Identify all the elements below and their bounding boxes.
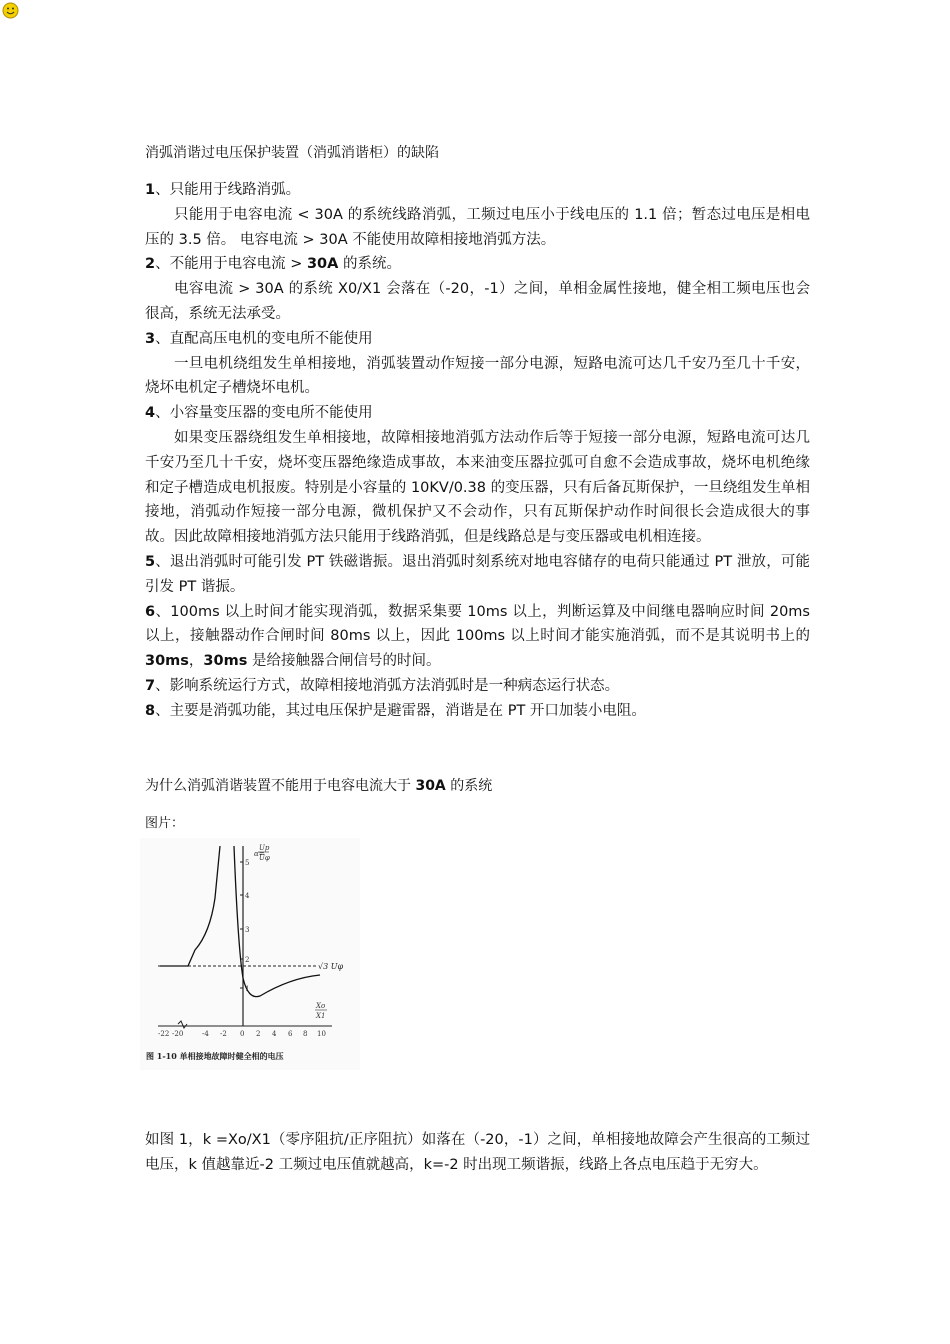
y-label-bottom: Uφ [259,854,270,862]
sqrt3-label: √3 Uφ [318,962,344,971]
smiley-icon [2,2,19,19]
y-tick-2: 2 [245,956,250,964]
voltage-figure [140,838,360,1070]
y-tick-1: 1 [245,985,250,993]
x-tick-neg4: -4 [202,1030,209,1038]
x-tick-4: 4 [272,1030,277,1038]
x-tick-neg20: -20 [172,1030,184,1038]
item-4-heading: 4、小容量变压器的变电所不能使用 [145,405,373,422]
y-tick-4: 4 [245,892,250,900]
y-tick-3: 3 [245,926,250,934]
x-tick-0: 0 [240,1030,245,1038]
item-5: 5、退出消弧时可能引发 PT 铁磁谐振。退出消弧时刻系统对地电容储存的电荷只能通过 PT 泄放，可能引发 PT 谐振。 [145,553,810,595]
document-title: 消弧消谐过电压保护装置（消弧消谐柜）的缺陷 [145,145,439,161]
explanation-paragraph: 如图 1，k =Xo/X1（零序阻抗/正序阻抗）如落在（-20，-1）之间，单相接地故障会产生很高的工频过电压，k 值越靠近-2 工频过电压值就越高，k=-2 时出现工频谐振，线路上各点电压趋于无穷大。 [145,1132,810,1173]
figure-caption: 图 1-10 单相接地故障时健全相的电压 [146,1051,284,1061]
y-tick-5: 5 [245,859,250,867]
x-label-top: Xo [316,1002,326,1010]
x-tick-8: 8 [303,1030,308,1038]
item-6: 6、100ms 以上时间才能实现消弧，数据采集要 10ms 以上，判断运算及中间继电器响应时间 20ms 以上，接触器动作合闸时间 80ms 以上，因此 100ms 以上时间才能实施消弧，而不是其说明书上的 30ms，30ms 是给接触器合闸信号的时间。 [145,603,810,670]
x-tick-2: 2 [256,1030,261,1038]
item-1-body: 只能用于电容电流 < 30A 的系统线路消弧，工频过电压小于线电压的 1.1 倍；暂态过电压是相电压的 3.5 倍。 电容电流 > 30A 不能使用故障相接地消弧方法。 [145,206,810,248]
defects-list [145,178,810,724]
x-tick-neg2: -2 [220,1030,227,1038]
alpha-label: α= [254,850,265,858]
y-label-top: Up [259,844,270,852]
question-heading: 为什么消弧消谐装置不能用于电容电流大于 30A 的系统 [145,778,493,794]
item-2-body: 电容电流 > 30A 的系统 X0/X1 会落在（-20，-1）之间，单相金属性接地，健全相工频电压也会很高，系统无法承受。 [145,281,810,322]
item-7: 7、影响系统运行方式，故障相接地消弧方法消弧时是一种病态运行状态。 [145,677,620,694]
x-tick-neg22: -22 [158,1030,170,1038]
image-label: 图片： [145,816,185,831]
item-3-body: 一旦电机绕组发生单相接地，消弧装置动作短接一部分电源，短路电流可达几千安乃至几十千安，烧坏电机定子槽烧坏电机。 [145,355,810,397]
item-8: 8、主要是消弧功能，其过电压保护是避雷器，消谐是在 PT 开口加装小电阻。 [145,702,646,719]
x-tick-10: 10 [317,1030,326,1038]
item-1-heading: 1、只能用于线路消弧。 [145,182,301,198]
x-label-bottom: X1 [316,1012,326,1020]
item-4-body: 如果变压器绕组发生单相接地，故障相接地消弧方法动作后等于短接一部分电源，短路电流可达几千安乃至几十千安，烧坏变压器绝缘造成事故，本来油变压器拉弧可自愈不会造成事故，烧坏电机绝缘和定子槽造成电机报废。特别是小容量的 10KV/0.38 的变压器，只有后备瓦斯保护，一旦绕组发生单相接地，消弧动作短接一部分电源，微机保护又不会动作，只有瓦斯保护动作时间很长会造成很大的事故。因此故障相接地消弧方法只能用于线路消弧，但是线路总是与变压器或电机相连接。 [145,429,810,546]
item-2-heading: 2、不能用于电容电流 > 30A 的系统。 [145,256,401,273]
x-tick-6: 6 [288,1030,293,1038]
item-3-heading: 3、直配高压电机的变电所不能使用 [145,330,373,347]
